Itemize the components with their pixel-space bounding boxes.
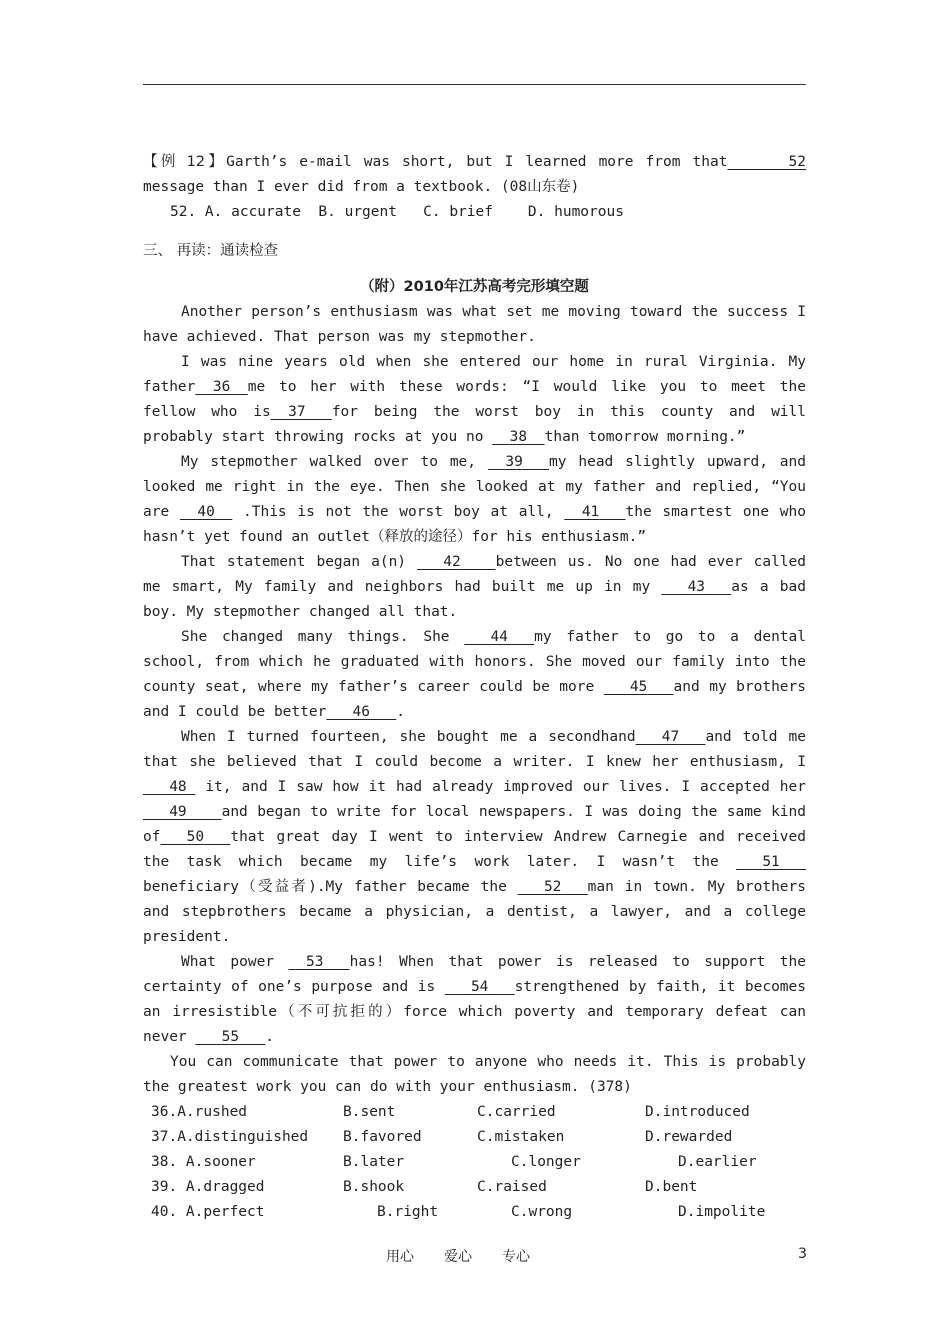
page-content bbox=[143, 150, 806, 1225]
passage-title: （附）2010年江苏高考完形填空题 bbox=[360, 279, 589, 295]
paragraph-7: What power 53 has! When that power is released to support the certainty of one’s purpose and is 54 strengthened by faith, it becomes an irresistible（不可抗拒的）force which poverty and temporary defeat can never 55 . bbox=[143, 954, 806, 1045]
options-row: 37.A.distinguished B.favored C.mistaken D.rewarded bbox=[151, 1129, 733, 1145]
paragraph-6: When I turned fourteen, she bought me a secondhand 47 and told me that she believed that I could become a writer. I knew her enthusiasm, I 48 it, and I saw how it had already improved our lives. I accepted her 49 and began to write for local newspapers. I was doing the same kind of 50 that great day I went to interview Andrew Carnegie and received the task which became my life’s work later. I wasn’t the 51 beneficiary（受益者).My father became the 52 man in town. My brothers and stepbrothers became a physician, a dentist, a lawyer, and a college president. bbox=[143, 729, 806, 945]
options-table bbox=[143, 1100, 806, 1225]
options-row: 36.A.rushed B.sent C.carried D.introduced bbox=[151, 1104, 750, 1120]
example-label: 【例 12】 bbox=[143, 154, 227, 170]
options-row: 39. A.dragged B.shook C.raised D.bent bbox=[151, 1179, 698, 1195]
paragraph-4: That statement began a(n) 42 between us. No one had ever called me smart, My family and neighbors had built me up in my 43 as a bad boy. My stepmother changed all that. bbox=[143, 554, 807, 620]
options-row: 40. A.perfect B.right C.wrong D.impolite bbox=[151, 1204, 766, 1220]
paragraph-8: You can communicate that power to anyone who needs it. This is probably the greatest work you can do with your enthusiasm. (378) bbox=[143, 1054, 806, 1095]
footer-motto: 用心 爱心 专心 bbox=[386, 1249, 530, 1265]
paragraph-5: She changed many things. She 44 my father to go to a dental school, from which he graduated with honors. She moved our family into the county seat, where my father’s career could be more 45 and my brothers and I could be better 46 . bbox=[143, 629, 806, 720]
section-heading: 三、 再读：通读检查 bbox=[143, 243, 279, 259]
paragraph-3: My stepmother walked over to me, 39 my head slightly upward, and looked me right in the eye. Then she looked at my father and replied, “You are 40 .This is not the worst boy at all, 41 the smartest one who hasn’t yet found an outlet（释放的途径）for his enthusiasm.” bbox=[143, 454, 806, 545]
example-options: 52. A. accurate B. urgent C. brief D. humorous bbox=[170, 204, 624, 220]
example-12: 【例 12】Garth’s e-mail was short, but I learned more from that 52 message than I ever did from a textbook. (08山东卷) bbox=[143, 154, 807, 195]
header-rule bbox=[143, 84, 806, 85]
paragraph-2: I was nine years old when she entered our home in rural Virginia. My father 36 me to her with these words: “I would like you to meet the fellow who is 37 for being the worst boy in this county and will probably start throwing rocks at you no 38 than tomorrow morning.” bbox=[143, 354, 806, 445]
page-number: 3 bbox=[798, 1246, 807, 1262]
paragraph-1: Another person’s enthusiasm was what set me moving toward the success I have achieved. That person was my stepmother. bbox=[143, 304, 806, 345]
options-row: 38. A.sooner B.later C.longer D.earlier bbox=[151, 1154, 757, 1170]
